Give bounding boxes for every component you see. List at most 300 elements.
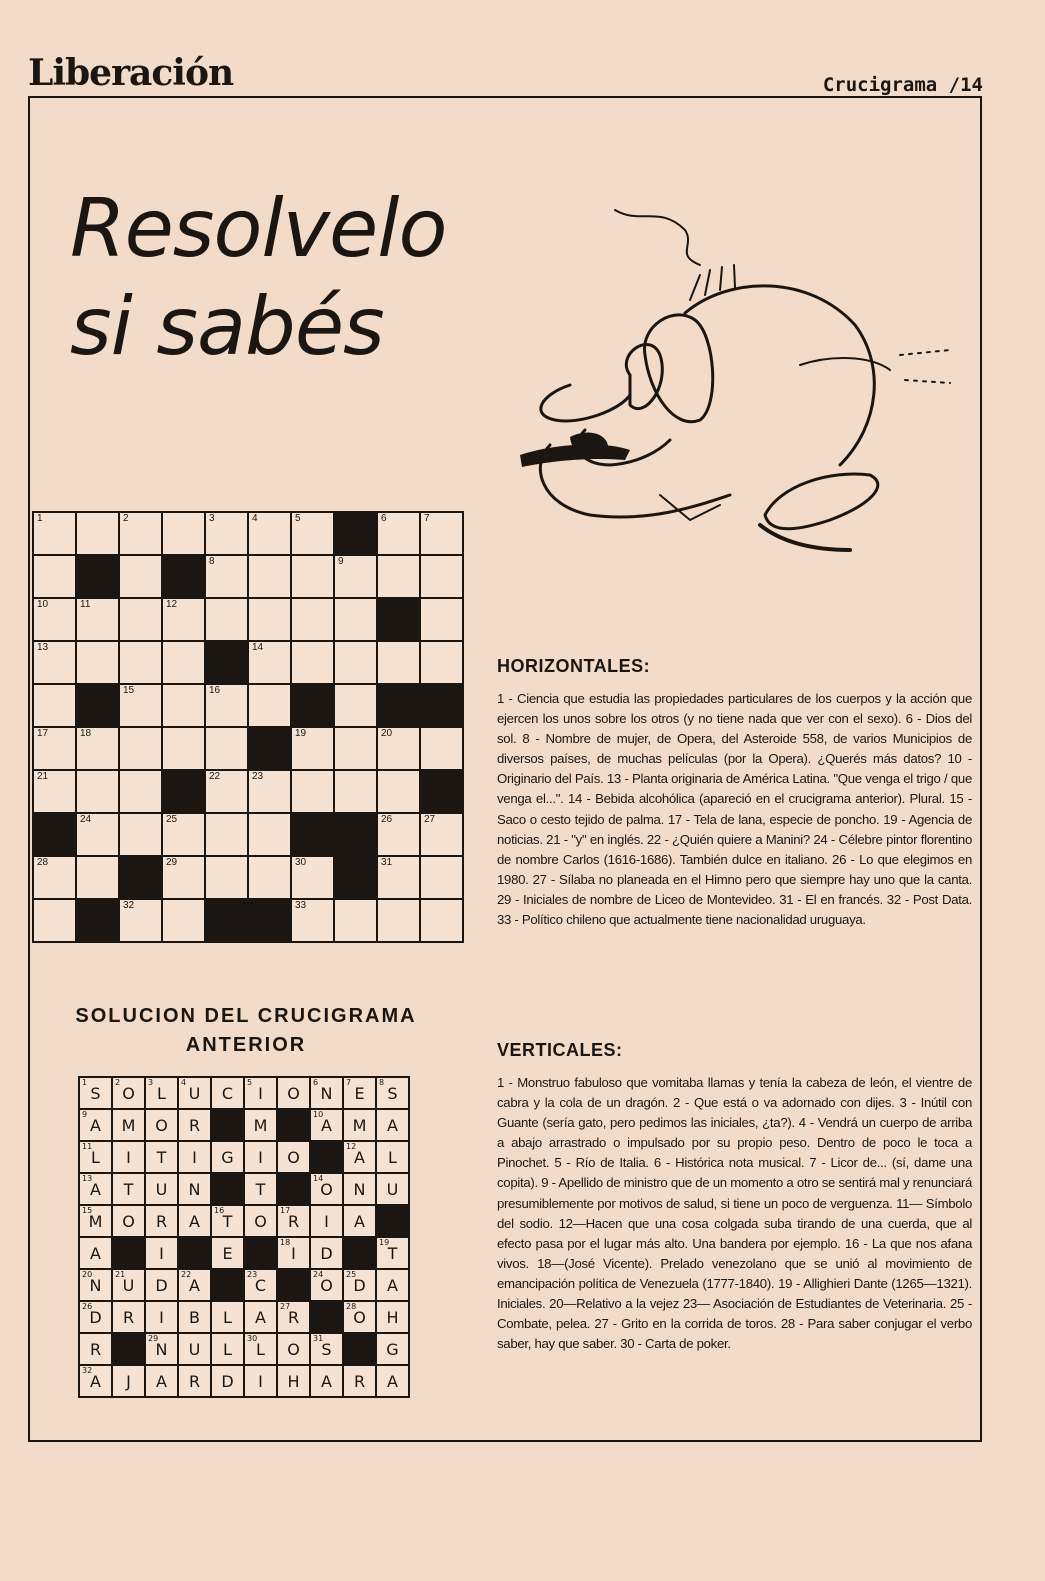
solution-cell-letter: R bbox=[188, 1371, 201, 1391]
crossword-cell-number: 6 bbox=[381, 513, 387, 524]
solution-cell-letter: D bbox=[320, 1243, 333, 1263]
crossword-cell[interactable] bbox=[119, 684, 162, 727]
crossword-cell[interactable] bbox=[291, 770, 334, 813]
crossword-cell-number: 28 bbox=[37, 857, 49, 868]
crossword-cell-number: 16 bbox=[209, 685, 221, 696]
crossword-cell[interactable] bbox=[33, 684, 76, 727]
solution-cell bbox=[112, 1109, 145, 1141]
solution-cell-letter: T bbox=[387, 1243, 398, 1263]
crossword-cell[interactable] bbox=[76, 641, 119, 684]
solution-cell-letter: O bbox=[122, 1083, 135, 1103]
solution-cell-letter: U bbox=[386, 1179, 399, 1199]
solution-cell-letter: R bbox=[287, 1211, 300, 1231]
crossword-cell[interactable] bbox=[420, 813, 463, 856]
solution-cell-letter: T bbox=[156, 1147, 167, 1167]
solution-cell bbox=[178, 1269, 211, 1301]
crossword-cell[interactable] bbox=[420, 512, 463, 555]
crossword-cell-number: 20 bbox=[381, 728, 393, 739]
crossword-cell[interactable] bbox=[205, 770, 248, 813]
solution-cell bbox=[211, 1237, 244, 1269]
solution-cell bbox=[244, 1301, 277, 1333]
solution-cell-letter: I bbox=[291, 1243, 296, 1263]
crossword-cell-number: 17 bbox=[37, 728, 49, 739]
verticales-heading: VERTICALES: bbox=[497, 1040, 623, 1060]
solution-cell bbox=[376, 1141, 409, 1173]
solution-cell-letter: M bbox=[121, 1115, 136, 1135]
crossword-cell[interactable] bbox=[377, 641, 420, 684]
crossword-cell-number: 29 bbox=[166, 857, 178, 868]
solution-cell-number: 6 bbox=[313, 1078, 319, 1087]
crossword-black-cell bbox=[76, 555, 119, 598]
solution-cell bbox=[211, 1333, 244, 1365]
solution-cell bbox=[79, 1269, 112, 1301]
solution-cell-number: 20 bbox=[82, 1270, 93, 1279]
masthead: Liberación bbox=[28, 52, 234, 94]
solution-row bbox=[79, 1205, 409, 1237]
crossword-cell[interactable] bbox=[33, 899, 76, 942]
crossword-cell[interactable] bbox=[248, 684, 291, 727]
solution-black-cell bbox=[310, 1301, 343, 1333]
crossword-black-cell bbox=[119, 856, 162, 899]
crossword-cell-number: 14 bbox=[252, 642, 264, 653]
solution-cell-letter: A bbox=[90, 1179, 101, 1199]
crossword-cell[interactable] bbox=[119, 512, 162, 555]
solution-cell-number: 23 bbox=[247, 1270, 258, 1279]
crossword-cell[interactable] bbox=[119, 813, 162, 856]
solution-cell-letter: R bbox=[287, 1307, 300, 1327]
solution-cell-letter: A bbox=[189, 1275, 200, 1295]
crossword-cell[interactable] bbox=[76, 598, 119, 641]
solution-cell-letter: L bbox=[91, 1147, 100, 1167]
solution-cell bbox=[376, 1269, 409, 1301]
solution-cell-letter: O bbox=[320, 1179, 333, 1199]
solution-cell bbox=[277, 1333, 310, 1365]
crossword-cell[interactable] bbox=[162, 684, 205, 727]
solution-cell-letter: T bbox=[123, 1179, 134, 1199]
crossword-cell[interactable] bbox=[76, 727, 119, 770]
crossword-cell-number: 15 bbox=[123, 685, 135, 696]
crossword-cell[interactable] bbox=[334, 899, 377, 942]
solution-cell-number: 17 bbox=[280, 1206, 291, 1215]
solution-cell bbox=[145, 1333, 178, 1365]
solution-row bbox=[79, 1077, 409, 1109]
crossword-row bbox=[33, 641, 463, 684]
solution-cell-number: 1 bbox=[82, 1078, 88, 1087]
crossword-cell[interactable] bbox=[248, 598, 291, 641]
solution-cell bbox=[178, 1301, 211, 1333]
crossword-cell-number: 19 bbox=[295, 728, 307, 739]
crossword-cell-number: 3 bbox=[209, 513, 215, 524]
solution-cell-letter: D bbox=[221, 1371, 234, 1391]
solution-cell-letter: A bbox=[354, 1147, 365, 1167]
solution-cell-letter: E bbox=[222, 1243, 233, 1263]
solution-cell bbox=[310, 1109, 343, 1141]
solution-cell-letter: R bbox=[188, 1115, 201, 1135]
crossword-cell[interactable] bbox=[119, 770, 162, 813]
solution-row bbox=[79, 1109, 409, 1141]
solution-black-cell bbox=[211, 1173, 244, 1205]
solution-cell-letter: R bbox=[155, 1211, 168, 1231]
crossword-cell-number: 4 bbox=[252, 513, 258, 524]
solution-cell bbox=[145, 1205, 178, 1237]
solution-cell-letter: A bbox=[90, 1243, 101, 1263]
solution-row bbox=[79, 1333, 409, 1365]
crossword-cell[interactable] bbox=[334, 727, 377, 770]
solution-cell-letter: A bbox=[156, 1371, 167, 1391]
crossword-cell[interactable] bbox=[205, 555, 248, 598]
crossword-cell[interactable] bbox=[205, 813, 248, 856]
solution-cell-number: 18 bbox=[280, 1238, 291, 1247]
solution-cell-letter: O bbox=[287, 1339, 300, 1359]
solution-cell-letter: L bbox=[223, 1307, 232, 1327]
solution-cell-number: 25 bbox=[346, 1270, 357, 1279]
solution-black-cell bbox=[244, 1237, 277, 1269]
solution-row bbox=[79, 1173, 409, 1205]
solution-cell-letter: U bbox=[155, 1179, 168, 1199]
crossword-black-cell bbox=[76, 899, 119, 942]
crossword-cell[interactable] bbox=[76, 770, 119, 813]
solution-cell-letter: N bbox=[155, 1339, 168, 1359]
solution-row bbox=[79, 1269, 409, 1301]
solution-cell-letter: R bbox=[122, 1307, 135, 1327]
solution-cell-letter: A bbox=[387, 1371, 398, 1391]
solution-cell-number: 8 bbox=[379, 1078, 385, 1087]
crossword-cell[interactable] bbox=[33, 512, 76, 555]
crossword-black-cell bbox=[334, 512, 377, 555]
solution-cell bbox=[79, 1109, 112, 1141]
crossword-cell[interactable] bbox=[291, 512, 334, 555]
solution-cell-number: 22 bbox=[181, 1270, 192, 1279]
solution-cell-number: 21 bbox=[115, 1270, 126, 1279]
crossword-cell[interactable] bbox=[248, 512, 291, 555]
crossword-cell[interactable] bbox=[119, 641, 162, 684]
crossword-cell-number: 13 bbox=[37, 642, 49, 653]
crossword-row bbox=[33, 856, 463, 899]
solution-cell-letter: O bbox=[353, 1307, 366, 1327]
crossword-cell[interactable] bbox=[377, 512, 420, 555]
solution-cell-number: 19 bbox=[379, 1238, 390, 1247]
crossword-cell[interactable] bbox=[33, 641, 76, 684]
solution-cell bbox=[277, 1205, 310, 1237]
solution-cell bbox=[145, 1237, 178, 1269]
crossword-cell-number: 21 bbox=[37, 771, 49, 782]
solution-cell-letter: B bbox=[189, 1307, 200, 1327]
solution-cell bbox=[112, 1301, 145, 1333]
crossword-cell[interactable] bbox=[205, 598, 248, 641]
crossword-cell[interactable] bbox=[119, 727, 162, 770]
solution-cell bbox=[343, 1205, 376, 1237]
crossword-black-cell bbox=[248, 727, 291, 770]
solution-cell bbox=[244, 1205, 277, 1237]
solution-cell bbox=[112, 1269, 145, 1301]
solution-cell-letter: C bbox=[254, 1275, 267, 1295]
solution-cell-number: 14 bbox=[313, 1174, 324, 1183]
solution-row bbox=[79, 1237, 409, 1269]
solution-cell-letter: A bbox=[90, 1371, 101, 1391]
solution-cell-number: 16 bbox=[214, 1206, 225, 1215]
crossword-cell[interactable] bbox=[33, 856, 76, 899]
solution-cell-number: 13 bbox=[82, 1174, 93, 1183]
crossword-cell-number: 7 bbox=[424, 513, 430, 524]
solution-cell-number: 29 bbox=[148, 1334, 159, 1343]
crossword-black-cell bbox=[377, 598, 420, 641]
crossword-black-cell bbox=[291, 684, 334, 727]
solution-cell-number: 26 bbox=[82, 1302, 93, 1311]
crossword-black-cell bbox=[33, 813, 76, 856]
crossword-cell-number: 22 bbox=[209, 771, 221, 782]
crossword-black-cell bbox=[377, 684, 420, 727]
solution-cell-letter: A bbox=[387, 1115, 398, 1135]
solution-cell-letter: N bbox=[89, 1275, 102, 1295]
crossword-black-cell bbox=[162, 555, 205, 598]
solution-cell-letter: I bbox=[159, 1243, 164, 1263]
solution-cell-number: 9 bbox=[82, 1110, 88, 1119]
solution-cell bbox=[244, 1173, 277, 1205]
crossword-cell[interactable] bbox=[119, 555, 162, 598]
solution-cell-letter: R bbox=[89, 1339, 102, 1359]
solution-cell-number: 10 bbox=[313, 1110, 324, 1119]
solution-cell-letter: O bbox=[254, 1211, 267, 1231]
crossword-cell-number: 27 bbox=[424, 814, 436, 825]
crossword-cell[interactable] bbox=[119, 899, 162, 942]
crossword-row bbox=[33, 684, 463, 727]
solution-cell-letter: G bbox=[221, 1147, 234, 1167]
crossword-cell[interactable] bbox=[377, 727, 420, 770]
solution-cell bbox=[244, 1077, 277, 1109]
crossword-cell[interactable] bbox=[33, 555, 76, 598]
crossword-cell[interactable] bbox=[205, 856, 248, 899]
thinking-man-illustration bbox=[510, 205, 960, 565]
crossword-cell[interactable] bbox=[33, 727, 76, 770]
crossword-cell[interactable] bbox=[420, 641, 463, 684]
crossword-cell[interactable] bbox=[291, 641, 334, 684]
solution-cell bbox=[343, 1173, 376, 1205]
crossword-cell[interactable] bbox=[334, 684, 377, 727]
solution-cell-letter: A bbox=[255, 1307, 266, 1327]
solution-cell bbox=[211, 1205, 244, 1237]
crossword-cell[interactable] bbox=[162, 899, 205, 942]
solution-cell bbox=[244, 1141, 277, 1173]
crossword-cell[interactable] bbox=[334, 641, 377, 684]
title-line-2: si sabés bbox=[70, 280, 384, 373]
crossword-row bbox=[33, 512, 463, 555]
crossword-cell[interactable] bbox=[205, 684, 248, 727]
solution-cell bbox=[178, 1173, 211, 1205]
solution-cell bbox=[277, 1077, 310, 1109]
solution-cell bbox=[310, 1173, 343, 1205]
crossword-black-cell bbox=[420, 770, 463, 813]
crossword-cell[interactable] bbox=[162, 598, 205, 641]
crossword-black-cell bbox=[420, 684, 463, 727]
solution-cell-letter: I bbox=[324, 1211, 329, 1231]
crossword-row bbox=[33, 727, 463, 770]
crossword-cell[interactable] bbox=[291, 899, 334, 942]
crossword-cell-number: 5 bbox=[295, 513, 301, 524]
solution-cell bbox=[277, 1237, 310, 1269]
solution-black-cell bbox=[277, 1269, 310, 1301]
solution-title: SOLUCION DEL CRUCIGRAMA ANTERIOR bbox=[75, 1005, 417, 1056]
crossword-black-cell bbox=[291, 813, 334, 856]
solution-cell bbox=[178, 1333, 211, 1365]
crossword-cell[interactable] bbox=[76, 512, 119, 555]
solution-cell bbox=[376, 1333, 409, 1365]
solution-cell bbox=[79, 1205, 112, 1237]
solution-cell-letter: H bbox=[386, 1307, 399, 1327]
crossword-cell[interactable] bbox=[291, 555, 334, 598]
solution-cell-letter: D bbox=[353, 1275, 366, 1295]
section-title bbox=[70, 180, 530, 376]
solution-cell-letter: I bbox=[258, 1083, 263, 1103]
solution-cell bbox=[145, 1077, 178, 1109]
solution-cell-letter: O bbox=[320, 1275, 333, 1295]
solution-cell bbox=[376, 1301, 409, 1333]
solution-cell bbox=[376, 1173, 409, 1205]
crossword-cell[interactable] bbox=[291, 856, 334, 899]
solution-cell-letter: U bbox=[122, 1275, 135, 1295]
solution-cell bbox=[310, 1333, 343, 1365]
solution-cell bbox=[178, 1365, 211, 1397]
solution-row bbox=[79, 1365, 409, 1397]
solution-cell bbox=[112, 1205, 145, 1237]
solution-cell bbox=[343, 1365, 376, 1397]
crossword-cell[interactable] bbox=[377, 899, 420, 942]
crossword-black-cell bbox=[205, 899, 248, 942]
crossword-cell-number: 12 bbox=[166, 599, 178, 610]
solution-cell bbox=[79, 1173, 112, 1205]
solution-cell-letter: C bbox=[221, 1083, 234, 1103]
solution-cell-letter: M bbox=[88, 1211, 103, 1231]
solution-cell-letter: D bbox=[155, 1275, 168, 1295]
crossword-cell[interactable] bbox=[377, 856, 420, 899]
crossword-cell[interactable] bbox=[33, 598, 76, 641]
crossword-cell[interactable] bbox=[76, 856, 119, 899]
solution-cell-letter: I bbox=[159, 1307, 164, 1327]
solution-cell-letter: T bbox=[255, 1179, 266, 1199]
solution-cell-number: 24 bbox=[313, 1270, 324, 1279]
crossword-cell[interactable] bbox=[248, 641, 291, 684]
crossword-cell[interactable] bbox=[248, 856, 291, 899]
solution-cell bbox=[343, 1269, 376, 1301]
solution-black-cell bbox=[310, 1141, 343, 1173]
solution-cell bbox=[145, 1141, 178, 1173]
crossword-cell[interactable] bbox=[377, 813, 420, 856]
horizontales-clues: 1 - Ciencia que estudia las propiedades particulares de los cuerpos y la acción que ejercen los unos sobre los otros (y no tiene nada que ver con el sexo). 6 - Dios del sol. 8 - Nombre de mujer, de Opera, del Asteroide 558, de varios Municipios de diversos países, de muchas películas (por la Opera). ¿Querés más datos? 10 - Originario del País. 13 - Planta originaria de América Latina. "Que venga el trigo / que venga el...". 14 - Bebida alcohólica (apareció en el crucigrama anterior). Plural. 15 - Saco o cesto tejido de palma. 17 - Tela de lana, especie de poncho. 19 - Agencia de noticias. 21 - "y" en inglés. 22 - ¿Quién quiere a Manini? 24 - Célebre pintor florentino de nombre Carlos (1616-1686). También dulce en italiano. 26 - Lo que elegimos en 1980. 27 - Sílaba no planeada en el Himno pero que siempre hay uno que la canta. 29 - Iniciales de nombre de Liceo de Montevideo. 31 - El en francés. 32 - Post Data. 33 - Político chileno que actualmente tiene nacionalidad uruguaya. bbox=[497, 691, 972, 928]
solution-cell-letter: A bbox=[321, 1115, 332, 1135]
solution-black-cell bbox=[211, 1269, 244, 1301]
solution-cell-letter: D bbox=[89, 1307, 102, 1327]
crossword-cell-number: 33 bbox=[295, 900, 307, 911]
crossword-cell[interactable] bbox=[162, 856, 205, 899]
solution-cell-number: 31 bbox=[313, 1334, 324, 1343]
solution-cell-letter: A bbox=[387, 1275, 398, 1295]
solution-cell-number: 32 bbox=[82, 1366, 93, 1375]
crossword-cell[interactable] bbox=[162, 727, 205, 770]
crossword-cell[interactable] bbox=[33, 770, 76, 813]
crossword-cell[interactable] bbox=[377, 555, 420, 598]
solution-cell-letter: A bbox=[90, 1115, 101, 1135]
crossword-cell[interactable] bbox=[205, 727, 248, 770]
solution-black-cell bbox=[376, 1205, 409, 1237]
solution-black-cell bbox=[277, 1173, 310, 1205]
solution-cell bbox=[145, 1109, 178, 1141]
crossword-cell-number: 1 bbox=[37, 513, 43, 524]
crossword-cell[interactable] bbox=[76, 813, 119, 856]
solution-cell-letter: U bbox=[188, 1339, 201, 1359]
solution-cell bbox=[178, 1077, 211, 1109]
solution-black-cell bbox=[112, 1333, 145, 1365]
solution-cell bbox=[79, 1301, 112, 1333]
solution-black-cell bbox=[211, 1109, 244, 1141]
solution-cell-letter: S bbox=[90, 1083, 101, 1103]
crossword-cell[interactable] bbox=[205, 512, 248, 555]
crossword-cell[interactable] bbox=[248, 770, 291, 813]
solution-cell-number: 28 bbox=[346, 1302, 357, 1311]
solution-cell-letter: L bbox=[388, 1147, 397, 1167]
crossword-cell[interactable] bbox=[420, 598, 463, 641]
crossword-grid bbox=[32, 511, 464, 943]
crossword-cell[interactable] bbox=[162, 813, 205, 856]
solution-cell-number: 30 bbox=[247, 1334, 258, 1343]
crossword-cell[interactable] bbox=[119, 598, 162, 641]
crossword-cell-number: 30 bbox=[295, 857, 307, 868]
solution-grid bbox=[78, 1076, 410, 1398]
crossword-cell[interactable] bbox=[334, 598, 377, 641]
crossword-row bbox=[33, 598, 463, 641]
solution-cell-letter: A bbox=[321, 1371, 332, 1391]
crossword-cell[interactable] bbox=[162, 641, 205, 684]
solution-cell-letter: L bbox=[157, 1083, 166, 1103]
solution-cell-letter: I bbox=[258, 1371, 263, 1391]
crossword-black-cell bbox=[162, 770, 205, 813]
solution-cell bbox=[244, 1269, 277, 1301]
crossword-cell[interactable] bbox=[248, 813, 291, 856]
solution-cell bbox=[244, 1109, 277, 1141]
solution-cell bbox=[79, 1077, 112, 1109]
crossword-cell[interactable] bbox=[420, 856, 463, 899]
solution-cell-letter: A bbox=[354, 1211, 365, 1231]
solution-cell bbox=[79, 1237, 112, 1269]
horizontales-heading: HORIZONTALES: bbox=[497, 656, 651, 676]
crossword-cell-number: 25 bbox=[166, 814, 178, 825]
solution-cell bbox=[178, 1205, 211, 1237]
solution-cell-letter: U bbox=[188, 1083, 201, 1103]
solution-cell-number: 7 bbox=[346, 1078, 352, 1087]
crossword-cell-number: 9 bbox=[338, 556, 344, 567]
crossword-row bbox=[33, 770, 463, 813]
crossword-cell[interactable] bbox=[420, 727, 463, 770]
solution-cell bbox=[112, 1365, 145, 1397]
page-reference: Crucigrama /14 bbox=[822, 74, 983, 96]
solution-cell bbox=[310, 1205, 343, 1237]
crossword-cell[interactable] bbox=[248, 555, 291, 598]
crossword-cell[interactable] bbox=[162, 512, 205, 555]
crossword-cell[interactable] bbox=[334, 555, 377, 598]
solution-cell-number: 4 bbox=[181, 1078, 187, 1087]
solution-cell bbox=[112, 1173, 145, 1205]
crossword-cell[interactable] bbox=[420, 555, 463, 598]
crossword-cell[interactable] bbox=[420, 899, 463, 942]
crossword-cell[interactable] bbox=[291, 598, 334, 641]
crossword-black-cell bbox=[334, 813, 377, 856]
solution-cell bbox=[211, 1141, 244, 1173]
solution-cell bbox=[79, 1333, 112, 1365]
crossword-cell[interactable] bbox=[334, 770, 377, 813]
solution-black-cell bbox=[343, 1333, 376, 1365]
crossword-cell-number: 10 bbox=[37, 599, 49, 610]
solution-cell-number: 11 bbox=[82, 1142, 93, 1151]
crossword-cell[interactable] bbox=[291, 727, 334, 770]
crossword-cell[interactable] bbox=[377, 770, 420, 813]
